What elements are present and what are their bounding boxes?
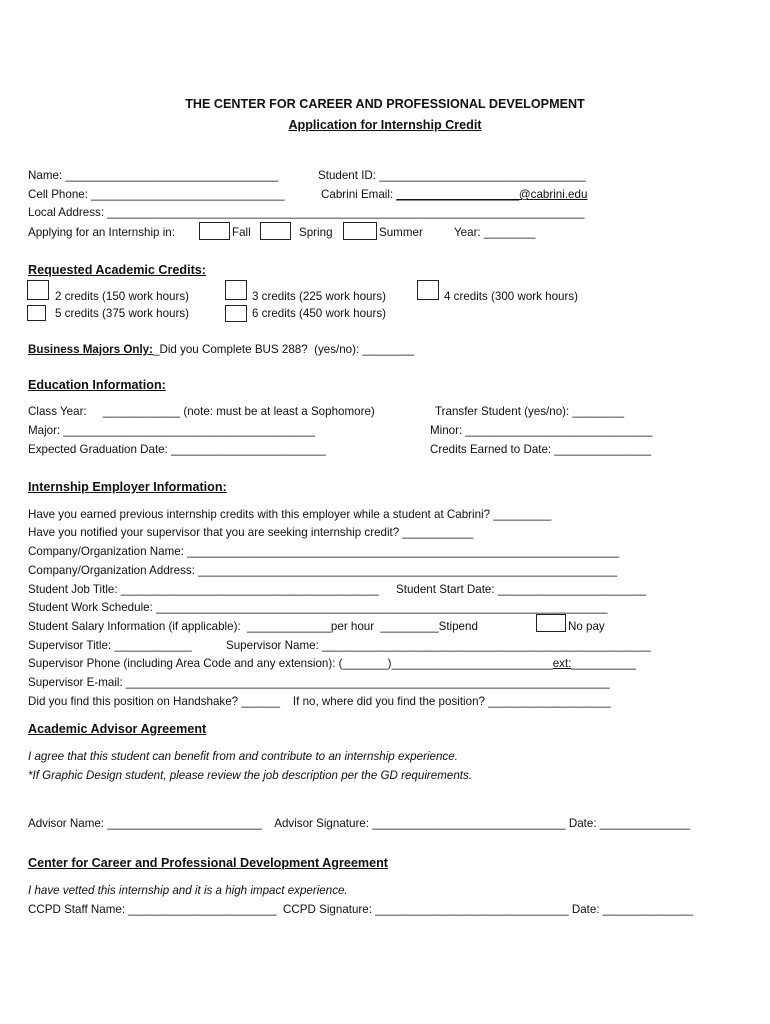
job-title-field[interactable]: Student Job Title: ________________________________________ [28, 583, 379, 596]
graphic-design-note: *If Graphic Design student, please review the job description per the GD requirements. [28, 769, 473, 782]
company-name-field[interactable]: Company/Organization Name: ___________________________________________________________________ [28, 545, 620, 558]
no-pay-checkbox[interactable] [536, 614, 566, 632]
supervisor-email-field[interactable]: Supervisor E-mail: ___________________________________________________________________________ [28, 676, 610, 689]
major-field[interactable]: Major: _______________________________________ [28, 424, 315, 437]
ccpd-heading: Center for Career and Professional Development Agreement [28, 856, 388, 870]
credits-2-checkbox[interactable] [27, 280, 49, 300]
minor-field[interactable]: Minor: _____________________________ [430, 424, 653, 437]
credits-6-checkbox[interactable] [225, 305, 247, 322]
ext-label: ext: [552, 657, 572, 670]
credits-4-label: 4 credits (300 work hours) [444, 290, 579, 303]
term-summer-label: Summer [379, 226, 423, 239]
local-address-field[interactable]: Local Address: __________________________________________________________________________ [28, 206, 585, 219]
year-field[interactable]: Year: ________ [454, 226, 536, 239]
ccpd-statement: I have vetted this internship and it is a high impact experience. [28, 884, 348, 897]
transfer-student-field[interactable]: Transfer Student (yes/no): ________ [435, 405, 625, 418]
work-schedule-field[interactable]: Student Work Schedule: ______________________________________________________________________ [28, 601, 608, 614]
student-id-field[interactable]: Student ID: ________________________________ [318, 169, 586, 182]
applying-label: Applying for an Internship in: [28, 226, 175, 239]
ext-blank[interactable]: __________ [571, 657, 636, 670]
email-domain: @cabrini.edu [518, 188, 588, 201]
name-field[interactable]: Name: _________________________________ [28, 169, 279, 182]
advisor-signature-line[interactable]: Advisor Name: ________________________ Advisor Signature: ______________________________ Date: ______________ [28, 817, 691, 830]
advisor-statement: I agree that this student can benefit from and contribute to an internship experience. [28, 750, 458, 763]
cabrini-email-field[interactable] [321, 188, 587, 202]
credits-4-checkbox[interactable] [417, 280, 439, 300]
graduation-date-field[interactable]: Expected Graduation Date: ________________________ [28, 443, 326, 456]
term-spring-label: Spring [299, 226, 333, 239]
supervisor-phone-label: Supervisor Phone (including Area Code and any extension): (_______)_________________________ [28, 657, 553, 670]
notified-supervisor-question[interactable]: Have you notified your supervisor that you are seeking internship credit? ___________ [28, 526, 474, 539]
ccpd-signature-line[interactable]: CCPD Staff Name: _______________________ CCPD Signature: ______________________________ Date: ______________ [28, 903, 694, 916]
credits-5-label: 5 credits (375 work hours) [55, 307, 190, 320]
start-date-field[interactable]: Student Start Date: _______________________ [396, 583, 647, 596]
credits-5-checkbox[interactable] [27, 305, 46, 321]
business-majors-field[interactable] [28, 343, 414, 357]
no-pay-label: No pay [568, 620, 605, 633]
credits-heading: Requested Academic Credits: [28, 263, 206, 277]
education-heading: Education Information: [28, 378, 166, 392]
credits-6-label: 6 credits (450 work hours) [252, 307, 387, 320]
fall-checkbox[interactable] [199, 222, 230, 240]
supervisor-title-field[interactable]: Supervisor Title: ____________ [28, 639, 192, 652]
previous-credits-question[interactable]: Have you earned previous internship credits with this employer while a student at Cabrini? _________ [28, 508, 552, 521]
summer-checkbox[interactable] [343, 222, 377, 240]
handshake-question[interactable]: Did you find this position on Handshake? ______ If no, where did you find the position? ___________________ [28, 695, 611, 708]
credits-2-label: 2 credits (150 work hours) [55, 290, 190, 303]
email-blank[interactable]: ___________________ [396, 188, 519, 201]
credits-3-checkbox[interactable] [225, 280, 247, 300]
supervisor-phone-field[interactable] [28, 657, 636, 671]
business-label: Business Majors Only: [28, 343, 153, 356]
business-question: _Did you Complete BUS 288? (yes/no): ________ [153, 343, 415, 356]
credits-3-label: 3 credits (225 work hours) [252, 290, 387, 303]
page-title: THE CENTER FOR CAREER AND PROFESSIONAL DEVELOPMENT [185, 97, 585, 111]
class-year-field[interactable]: Class Year: ____________ (note: must be at least a Sophomore) [28, 405, 375, 418]
employer-heading: Internship Employer Information: [28, 480, 227, 494]
credits-earned-field[interactable]: Credits Earned to Date: _______________ [430, 443, 652, 456]
supervisor-name-field[interactable]: Supervisor Name: ___________________________________________________ [226, 639, 651, 652]
spring-checkbox[interactable] [260, 222, 291, 240]
advisor-heading: Academic Advisor Agreement [28, 722, 207, 736]
email-label: Cabrini Email: [321, 188, 397, 201]
cell-phone-field[interactable]: Cell Phone: ______________________________ [28, 188, 285, 201]
page-subtitle: Application for Internship Credit [288, 118, 482, 132]
salary-field[interactable]: Student Salary Information (if applicable): _____________per hour _________Stipend [28, 620, 478, 633]
term-fall-label: Fall [232, 226, 251, 239]
company-address-field[interactable]: Company/Organization Address: _________________________________________________________________ [28, 564, 618, 577]
